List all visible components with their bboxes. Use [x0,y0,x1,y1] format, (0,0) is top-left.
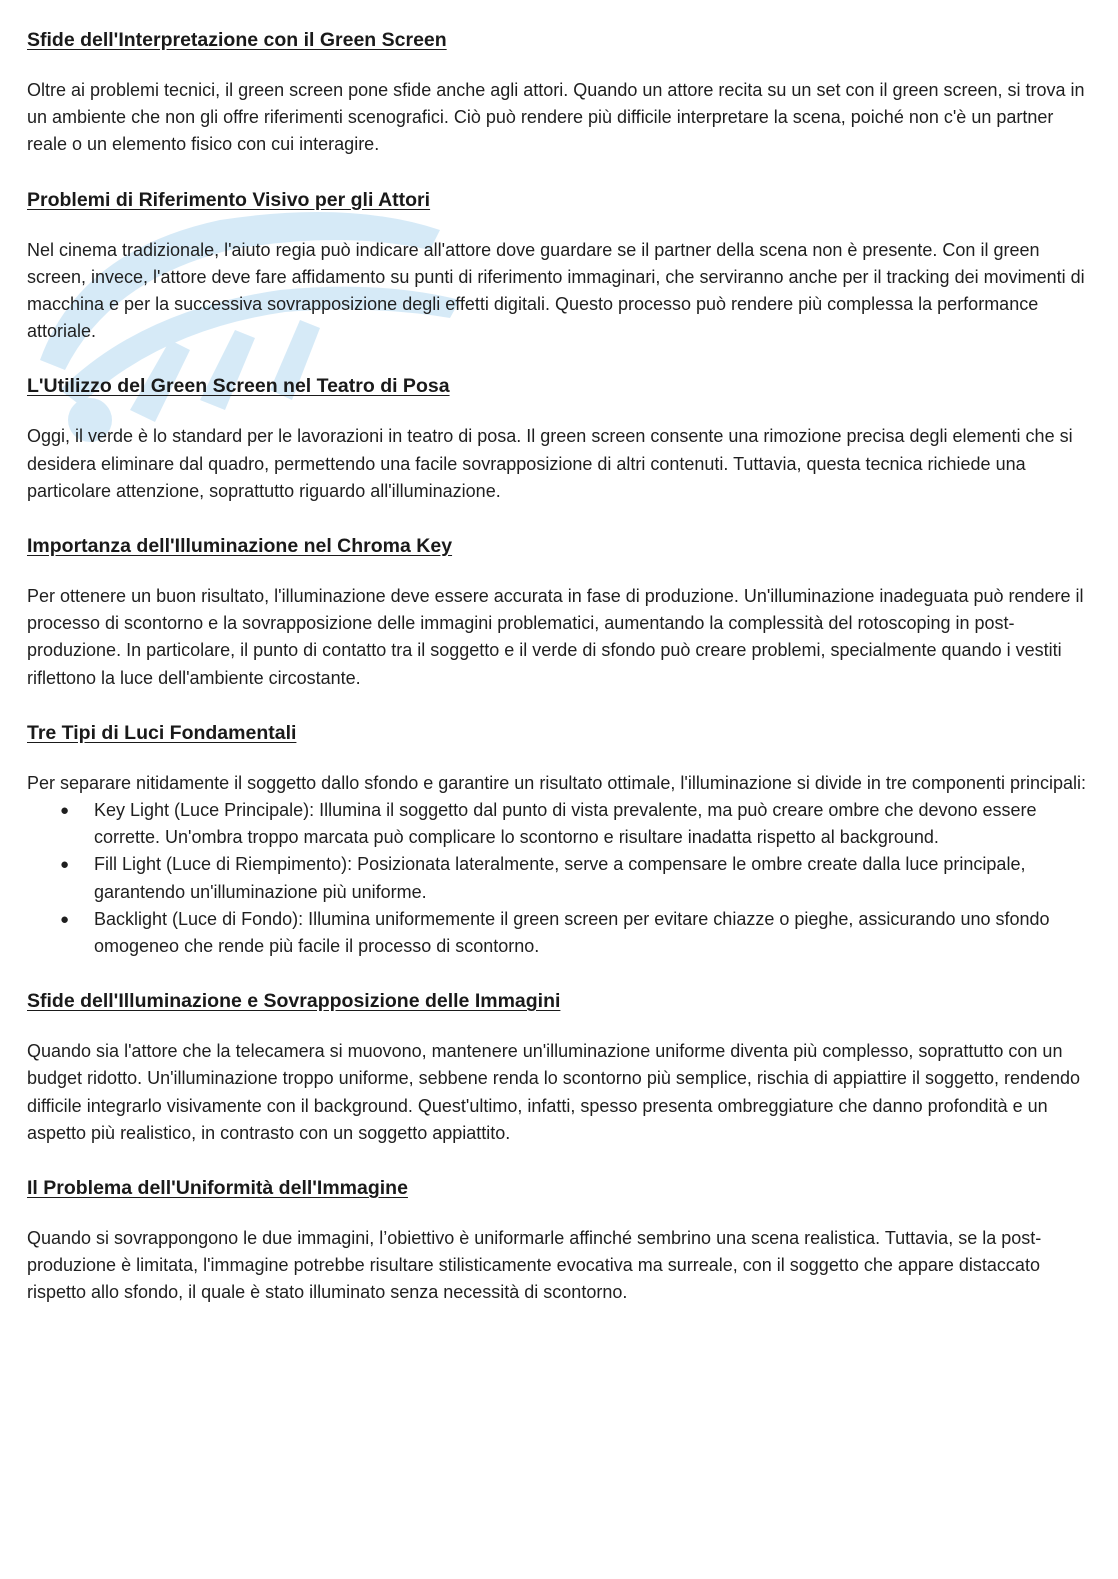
section-paragraph: Quando sia l'attore che la telecamera si muovono, mantenere un'illuminazione uniforme diventa più complesso, soprattutto con un budget ridotto. Un'illuminazione troppo uniforme, sebbene renda lo scontorno più semplice, rischia di appiattire il soggetto, rendendo difficile integrarlo visivamente con il background. Quest'ultimo, infatti, spesso presenta ombreggiature che danno profondità e un aspetto più realistico, in contrasto con un soggetto appiattito. [27,1041,1081,1143]
section-paragraph: Per ottenere un buon risultato, l'illuminazione deve essere accurata in fase di produzione. Un'illuminazione inadeguata può rendere il processo di scontorno e la sovrapposizione delle immagini problematici, aumentando la complessità del rotoscoping in post-produzione. In particolare, il punto di contatto tra il soggetto e il verde di sfondo può creare problemi, specialmente quando i vestiti riflettono la luce dell'ambiente circostante. [27,586,1084,688]
section-heading: Problemi di Riferimento Visivo per gli Attori [27,188,431,211]
section-paragraph: Per separare nitidamente il soggetto dallo sfondo e garantire un risultato ottimale, l'illuminazione si divide in tre componenti principali: [27,772,1087,793]
section-paragraph: Oggi, il verde è lo standard per le lavorazioni in teatro di posa. Il green screen consente una rimozione precisa degli elementi che si desidera eliminare dal quadro, permettendo una facile sovrapposizione di altri contenuti. Tuttavia, questa tecnica richiede una particolare attenzione, soprattutto riguardo all'illuminazione. [27,426,1073,501]
section-teatro-di-posa [27,372,1089,505]
section-heading: Sfide dell'Interpretazione con il Green Screen [27,29,447,51]
bullet-icon: ● [60,856,70,874]
section-heading: L'Utilizzo del Green Screen nel Teatro di Posa [27,375,450,398]
bullet-list [27,797,1089,960]
list-item [60,851,1089,905]
bullet-icon: ● [60,910,70,928]
list-item-text: Fill Light (Luce di Riempimento): Posizionata lateralmente, serve a compensare le ombre create dalla luce principale, garantendo un'illuminazione più uniforme. [94,854,1026,902]
section-sovrapposizione-immagini [27,987,1089,1147]
section-interpretazione [27,26,1089,159]
bullet-icon: ● [60,802,70,820]
section-heading: Importanza dell'Illuminazione nel Chroma Key [27,535,453,558]
document-page [27,26,1089,1334]
section-heading: Sfide dell'Illuminazione e Sovrapposizione delle Immagini [27,990,561,1013]
section-paragraph: Nel cinema tradizionale, l'aiuto regia può indicare all'attore dove guardare se il partner della scena non è presente. Con il green screen, invece, l'attore deve fare affidamento su punti di riferimento immaginari, che serviranno anche per il tracking dei movimenti di macchina e per la successiva sovrapposizione degli effetti digitali. Questo processo può rendere più complessa la performance attoriale. [27,239,1085,342]
list-item-text: Backlight (Luce di Fondo): Illumina uniformemente il green screen per evitare chiazze o pieghe, assicurando uno sfondo omogeneo che rende più facile il processo di scontorno. [94,908,1050,957]
list-item-text: Key Light (Luce Principale): Illumina il soggetto dal punto di vista prevalente, ma può creare ombre che devono essere corrette. Un'ombra troppo marcata può complicare lo scontorno e risultare inadatta rispetto al background. [94,800,1037,848]
list-item [60,906,1089,960]
section-heading: Tre Tipi di Luci Fondamentali [27,721,297,744]
section-heading: Il Problema dell'Uniformità dell'Immagine [27,1177,408,1200]
section-tre-tipi-di-luci [27,719,1089,960]
section-riferimento-visivo [27,186,1089,346]
list-item [60,797,1089,851]
section-paragraph: Quando si sovrappongono le due immagini, l’obiettivo è uniformarle affinché sembrino una scena realistica. Tuttavia, se la post-produzione è limitata, l'immagine potrebbe risultare stilisticamente evocativa ma surreale, con il soggetto che appare distaccato rispetto allo sfondo, il quale è stato illuminato senza necessità di scontorno. [27,1228,1042,1303]
section-paragraph: Oltre ai problemi tecnici, il green screen pone sfide anche agli attori. Quando un attore recita su un set con il green screen, si trova in un ambiente che non gli offre riferimenti scenografici. Ciò può rendere più difficile interpretare la scena, poiché non c'è un partner reale o un elemento fisico con cui interagire. [27,80,1085,155]
section-uniformita-immagine [27,1174,1089,1307]
section-illuminazione-chroma-key [27,532,1089,692]
